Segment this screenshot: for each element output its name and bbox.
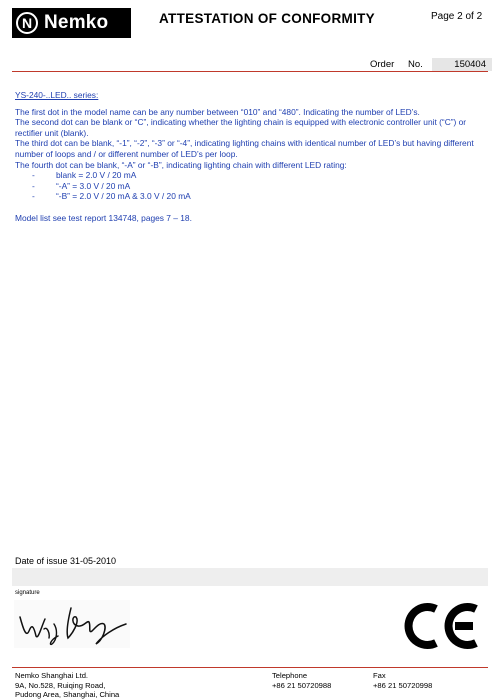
telephone-number: +86 21 50720988 xyxy=(272,680,332,690)
fax-label: Fax xyxy=(373,671,386,680)
document-title: ATTESTATION OF CONFORMITY xyxy=(159,11,375,26)
series-title: YS-240-..LED.. series: xyxy=(15,90,99,100)
paragraph-second-dot: The second dot can be blank or “C”, indicating whether the lighting chain is equipped with electronic controller unit (“C”) or rectifier unit (blank). xyxy=(15,117,467,138)
list-item-text: “-B” = 2.0 V / 20 mA & 3.0 V / 20 mA xyxy=(56,191,191,202)
paragraph-third-dot: The third dot can be blank, “-1”, “-2”, “-3” or “-4”, indicating lighting chains with identical number of LED’s but having different number of loops and / or different number of LED’s per loop. xyxy=(15,138,474,159)
signature-label: signature xyxy=(15,590,40,596)
company-name: Nemko Shanghai Ltd. xyxy=(15,671,89,680)
model-list-reference: Model list see test report 134748, pages 7 – 18. xyxy=(15,212,192,223)
footer-telephone xyxy=(272,671,331,690)
logo-text: Nemko xyxy=(44,12,109,33)
company-address-line: Pudong Area, Shanghai, China xyxy=(15,690,120,700)
date-of-issue: Date of issue 31-05-2010 xyxy=(15,556,117,566)
ce-mark-icon xyxy=(403,601,481,651)
signature-image xyxy=(14,600,130,648)
order-number-value: 150404 xyxy=(432,58,492,71)
fax-number: +86 21 50720998 xyxy=(373,680,433,690)
footer-fax xyxy=(373,671,432,690)
list-item-text: blank = 2.0 V / 20 mA xyxy=(56,170,137,181)
led-rating-list xyxy=(15,170,485,202)
nemko-logo xyxy=(12,8,131,38)
footer-company xyxy=(15,671,119,700)
order-label: Order xyxy=(370,59,395,70)
order-no-label: No. xyxy=(408,59,423,70)
footer-divider xyxy=(12,667,488,668)
paragraph-fourth-dot: The fourth dot can be blank, “-A” or “-B”, indicating lighting chain with different LED rating: xyxy=(15,159,347,170)
page-number: Page 2 of 2 xyxy=(431,11,483,22)
nemko-logo-mark-icon: N xyxy=(16,12,38,34)
list-item: - blank = 2.0 V / 20 mA xyxy=(32,170,137,181)
order-number-row xyxy=(370,58,492,71)
header-divider xyxy=(12,71,488,72)
list-item: - “-A” = 3.0 V / 20 mA xyxy=(32,180,131,191)
list-item: - “-B” = 2.0 V / 20 mA & 3.0 V / 20 mA xyxy=(32,191,191,202)
list-item-text: “-A” = 3.0 V / 20 mA xyxy=(56,180,131,191)
telephone-label: Telephone xyxy=(272,671,308,680)
issue-band xyxy=(12,568,488,586)
company-address-line: 9A, No.528, Ruiqing Road, xyxy=(15,680,106,690)
document-body xyxy=(15,90,485,224)
paragraph-first-dot: The first dot in the model name can be any number between “010” and “480”. Indicating the number of LED’s. xyxy=(15,106,420,117)
